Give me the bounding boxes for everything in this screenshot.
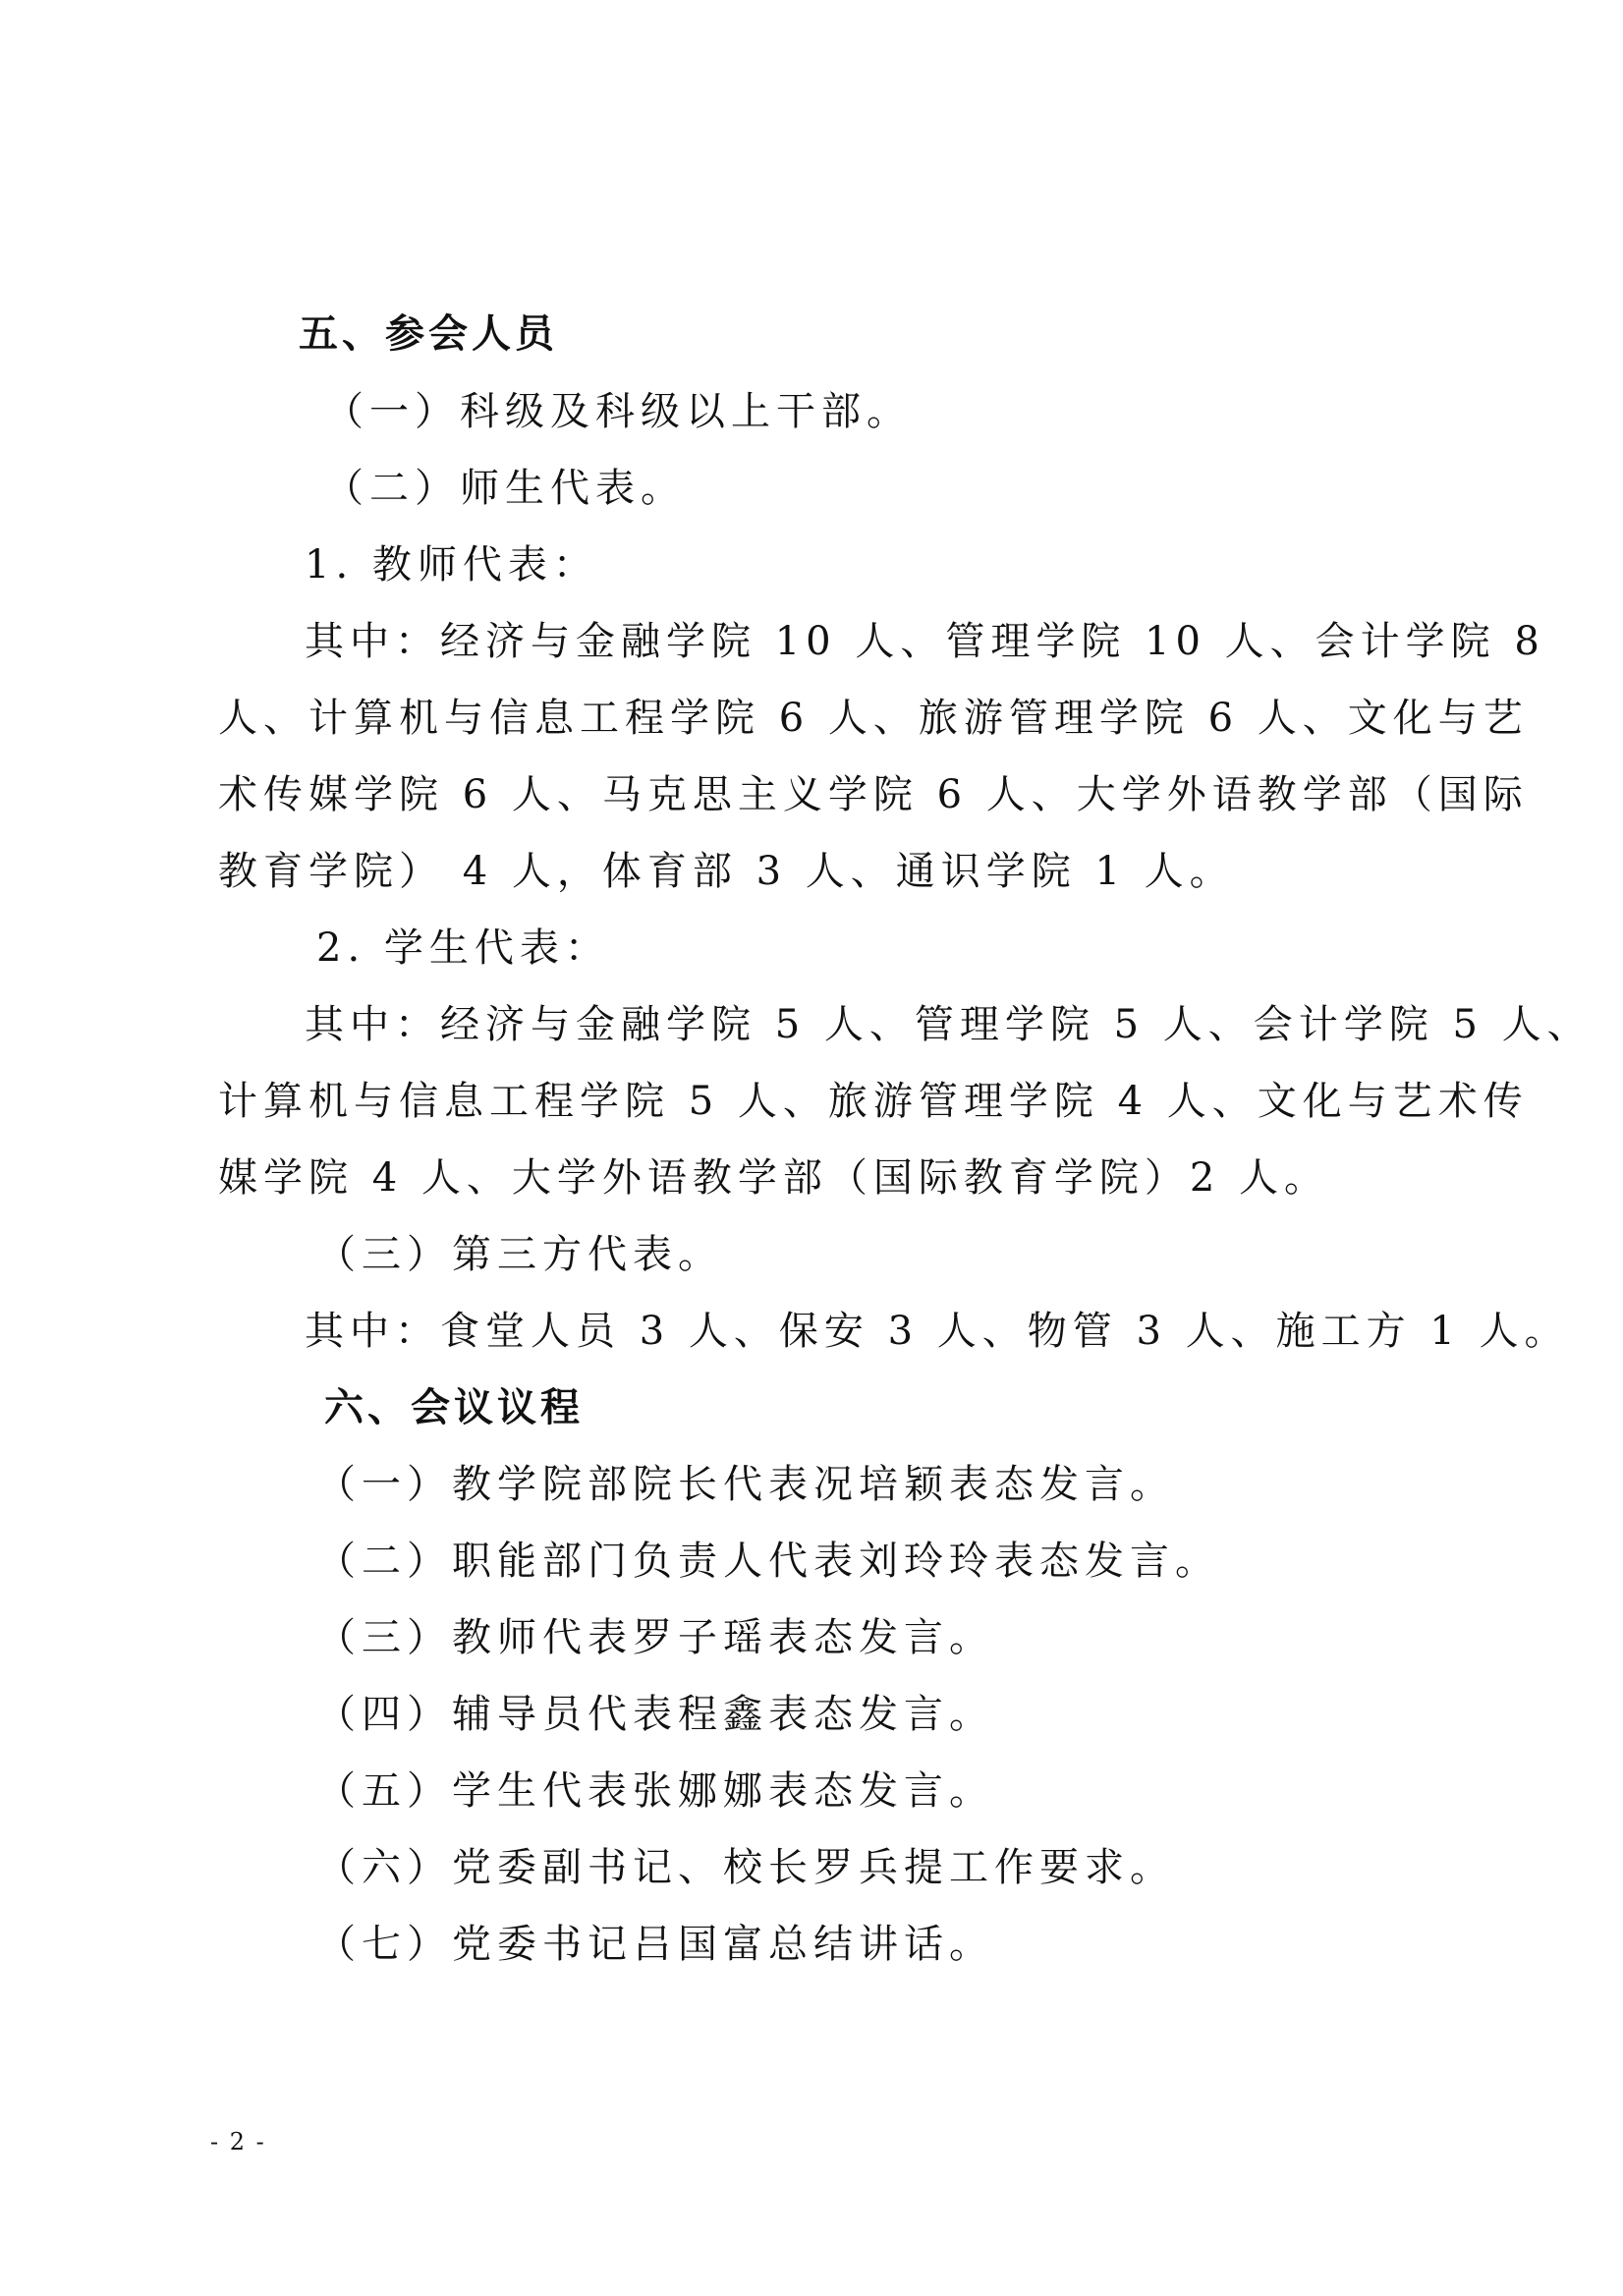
teacher-representatives-line: 教育学院） 4 人，体育部 3 人、通识学院 1 人。 <box>218 849 1235 894</box>
agenda-item: （六）党委副书记、校长罗兵提工作要求。 <box>316 1845 1175 1890</box>
agenda-item: （四）辅导员代表程鑫表态发言。 <box>316 1692 994 1737</box>
agenda-item: （一）教学院部院长代表况培颖表态发言。 <box>316 1462 1175 1507</box>
attendee-item-representatives: （二）师生代表。 <box>324 466 686 511</box>
student-representatives-label: 2. 学生代表： <box>316 925 610 971</box>
page-number: - 2 - <box>210 2128 266 2156</box>
agenda-item: （五）学生代表张娜娜表态发言。 <box>316 1768 994 1814</box>
section-heading-attendees: 五、参会人员 <box>299 311 558 357</box>
teacher-representatives-line: 术传媒学院 6 人、马克思主义学院 6 人、大学外语教学部（国际 <box>218 772 1529 817</box>
teacher-representatives-label: 1. 教师代表： <box>305 542 598 588</box>
agenda-item: （七）党委书记吕国富总结讲话。 <box>316 1922 994 1967</box>
agenda-item: （二）职能部门负责人代表刘玲玲表态发言。 <box>316 1539 1220 1584</box>
attendee-item-cadres: （一）科级及科级以上干部。 <box>324 389 912 434</box>
student-representatives-line: 计算机与信息工程学院 5 人、旅游管理学院 4 人、文化与艺术传 <box>218 1079 1529 1124</box>
student-representatives-line: 其中：经济与金融学院 5 人、管理学院 5 人、会计学院 5 人、 <box>305 1002 1593 1047</box>
teacher-representatives-line: 人、计算机与信息工程学院 6 人、旅游管理学院 6 人、文化与艺 <box>218 696 1529 741</box>
section-heading-agenda: 六、会议议程 <box>324 1385 584 1430</box>
student-representatives-line: 媒学院 4 人、大学外语教学部（国际教育学院）2 人。 <box>218 1155 1330 1201</box>
teacher-representatives-line: 其中：经济与金融学院 10 人、管理学院 10 人、会计学院 8 <box>305 619 1545 664</box>
third-party-detail: 其中：食堂人员 3 人、保安 3 人、物管 3 人、施工方 1 人。 <box>305 1309 1570 1354</box>
agenda-item: （三）教师代表罗子瑶表态发言。 <box>316 1615 994 1660</box>
attendee-item-third-party: （三）第三方代表。 <box>316 1232 723 1277</box>
